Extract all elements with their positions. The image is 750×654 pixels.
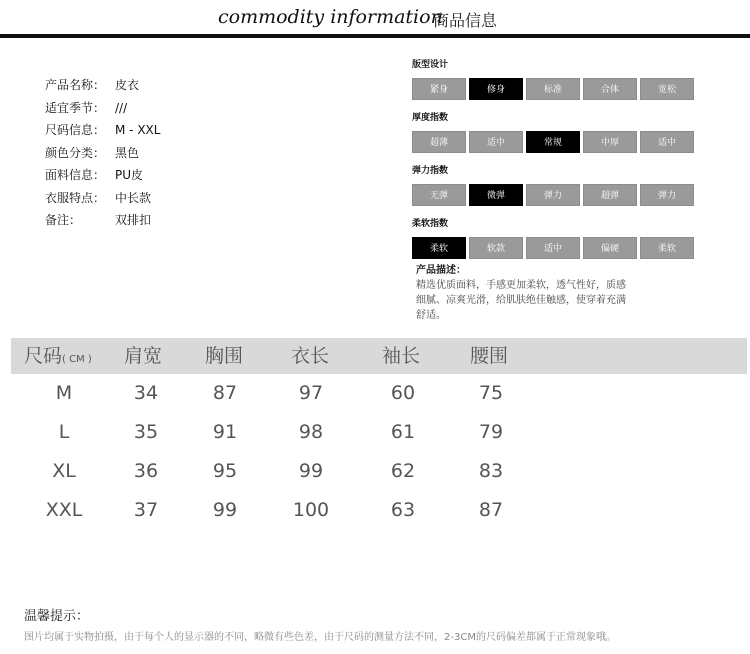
table-cell: L [58, 421, 70, 443]
table-cell: M [55, 382, 73, 404]
attr-option: 柔软 [412, 237, 466, 259]
table-row [11, 413, 747, 452]
header-unit: ( CM ) [62, 354, 92, 365]
attr-option: 常规 [526, 131, 580, 153]
info-key: 颜色分类： [45, 145, 106, 160]
table-cell: 37 [133, 499, 159, 521]
attr-option: 适中 [640, 131, 694, 153]
header-size-label: 尺码 [24, 345, 63, 367]
table-cell: 99 [298, 460, 324, 482]
attr-option: 标准 [526, 78, 580, 100]
info-value: 双排扣 [115, 213, 152, 227]
info-key: 适宜季节： [45, 100, 106, 115]
attr-option: 弹力 [526, 184, 580, 206]
description-line: 舒适。 [416, 310, 446, 321]
info-value: M - XXL [115, 123, 161, 137]
attr-option: 柔软 [640, 237, 694, 259]
attr-title: 厚度指数 [412, 113, 449, 123]
attr-option: 无弹 [412, 184, 466, 206]
table-row [11, 491, 747, 530]
table-cell: 83 [478, 460, 504, 482]
tips-body: 图片均属于实物拍摄，由于每个人的显示器的不同，略微有些色差，由于尺码的测量方法不同，2-3CM的尺码偏差都属于正常现象哦。 [24, 632, 616, 643]
table-cell: 87 [478, 499, 504, 521]
table-cell: 100 [292, 499, 330, 521]
page-header [0, 0, 750, 40]
info-key: 尺码信息： [45, 123, 106, 137]
table-cell: 35 [133, 421, 159, 443]
info-value: 皮衣 [115, 78, 140, 92]
attr-option: 宽松 [640, 78, 694, 100]
info-value: PU皮 [115, 168, 144, 182]
tips [24, 608, 744, 646]
table-cell: 98 [298, 421, 324, 443]
header-sleeve: 袖长 [382, 345, 421, 367]
attr-option: 软款 [469, 237, 523, 259]
header-waist: 腰围 [470, 345, 509, 367]
table-cell: 87 [212, 382, 238, 404]
table-cell: XXL [45, 499, 83, 521]
attr-group-thickness [412, 111, 676, 148]
attr-title: 版型设计 [412, 60, 449, 70]
size-table-header [11, 338, 747, 374]
table-cell: 61 [390, 421, 416, 443]
table-cell: XL [52, 460, 76, 482]
attr-group-elasticity [412, 164, 676, 201]
attr-option: 偏硬 [583, 237, 637, 259]
info-value: 黑色 [115, 145, 140, 160]
attr-option: 适中 [469, 131, 523, 153]
table-cell: 79 [478, 421, 504, 443]
info-key: 衣服特点： [45, 190, 106, 205]
table-cell: 97 [298, 382, 324, 404]
attr-option: 超弹 [583, 184, 637, 206]
info-key: 产品名称： [45, 78, 106, 92]
info-key: 备注： [45, 213, 82, 227]
attr-title: 弹力指数 [412, 166, 449, 176]
attr-option: 修身 [469, 78, 523, 100]
header-length: 衣长 [291, 345, 330, 367]
table-row [11, 452, 747, 491]
info-key: 面料信息： [45, 168, 106, 182]
attr-group-softness [412, 217, 676, 254]
header-title-cn: 商品信息 [433, 11, 498, 30]
size-table [11, 338, 747, 530]
attr-option: 紧身 [412, 78, 466, 100]
header-title-en: commodity information [218, 6, 443, 28]
description-title: 产品描述： [416, 265, 466, 276]
table-cell: 60 [390, 382, 416, 404]
header-chest: 胸围 [205, 345, 244, 367]
table-cell: 99 [212, 499, 238, 521]
info-value: /// [115, 100, 128, 115]
info-value: 中长款 [115, 190, 152, 205]
description-line: 精选优质面料，手感更加柔软，透气性好，质感 [416, 280, 626, 291]
description-line: 细腻、凉爽光滑，给肌肤绝佳触感，使穿着充满 [416, 295, 626, 306]
table-row [11, 374, 747, 413]
header-divider [0, 34, 750, 38]
header-size [24, 338, 92, 374]
attr-option: 超薄 [412, 131, 466, 153]
table-cell: 34 [133, 382, 159, 404]
header-shoulder: 肩宽 [124, 345, 163, 367]
table-cell: 75 [478, 382, 504, 404]
attr-option: 适中 [526, 237, 580, 259]
table-cell: 95 [212, 460, 238, 482]
attr-group-fit [412, 58, 676, 95]
attr-option: 弹力 [640, 184, 694, 206]
tips-title: 温馨提示： [24, 609, 90, 624]
table-cell: 91 [212, 421, 238, 443]
attr-option: 合体 [583, 78, 637, 100]
attr-option: 微弹 [469, 184, 523, 206]
attr-title: 柔软指数 [412, 219, 449, 229]
attr-option: 中厚 [583, 131, 637, 153]
product-description [416, 264, 666, 323]
table-cell: 63 [390, 499, 416, 521]
table-cell: 62 [390, 460, 416, 482]
table-cell: 36 [133, 460, 159, 482]
